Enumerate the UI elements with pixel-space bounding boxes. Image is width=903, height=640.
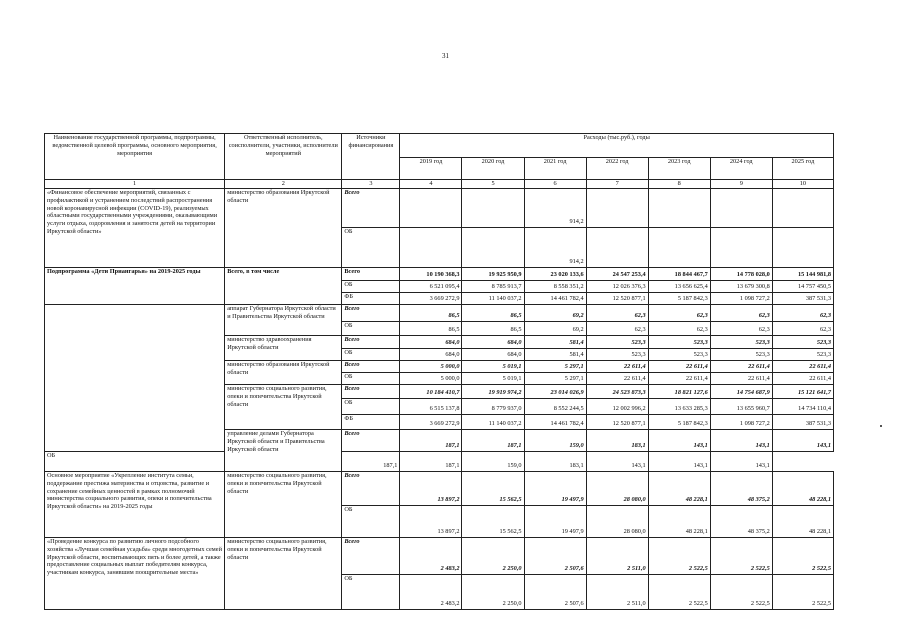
value-cell: 86,5 [462,304,524,321]
value-cell: 684,0 [462,348,524,360]
value-cell: 22 611,4 [648,372,710,384]
value-cell: 12 026 376,3 [586,280,648,292]
value-cell: 48 228,1 [772,471,833,505]
value-cell: 13 897,2 [400,471,462,505]
col-number: 5 [462,180,524,189]
value-cell: 15 144 981,8 [772,267,833,280]
value-cell: 19 497,9 [524,471,586,505]
value-cell: 187,1 [342,451,400,471]
value-cell: 13 897,2 [400,505,462,537]
source-ob: ОБ [342,398,400,414]
value-cell: 5 000,0 [400,360,462,372]
value-cell: 8 779 937,0 [462,398,524,414]
value-cell: 159,0 [524,429,586,451]
col-number: 7 [586,180,648,189]
value-cell: 387 531,3 [772,414,833,429]
value-cell: 5 187 842,3 [648,414,710,429]
value-cell: 12 002 996,2 [586,398,648,414]
value-cell: 2 483,2 [400,537,462,574]
value-cell: 523,3 [648,348,710,360]
value-cell: 12 520 877,1 [586,414,648,429]
subprogram-name: Подпрограмма «Дети Приангарья» на 2019-2025 годы [45,267,225,304]
source-total: Всего [342,360,400,372]
value-cell: 2 522,5 [648,574,710,609]
value-cell: 143,1 [648,451,710,471]
source-ob: ОБ [342,372,400,384]
table-row [45,304,834,321]
table-row [45,537,834,574]
year-2019: 2019 год [400,158,462,180]
source-total: Всего [342,335,400,348]
value-cell: 23 014 026,9 [524,384,586,398]
value-cell: 22 611,4 [648,360,710,372]
value-cell: 22 611,4 [710,360,772,372]
table-row [45,188,834,227]
value-cell: 914,2 [524,188,586,227]
value-cell: 143,1 [586,451,648,471]
value-cell: 914,2 [524,227,586,267]
table-row [45,267,834,280]
value-cell: 187,1 [400,451,462,471]
value-cell: 143,1 [710,451,772,471]
value-cell: 19 925 950,9 [462,267,524,280]
source-total: Всего [342,188,400,227]
value-cell: 86,5 [400,304,462,321]
value-cell: 22 611,4 [710,372,772,384]
expenses-table [44,133,834,610]
value-cell: 10 190 368,3 [400,267,462,280]
value-cell: 62,3 [710,321,772,335]
header-expenses: Расходы (тыс.руб.), годы [400,134,834,158]
value-cell: 5 187 842,3 [648,292,710,304]
value-cell: 22 611,4 [772,372,833,384]
source-ob: ОБ [342,505,400,537]
value-cell: 5 000,0 [400,372,462,384]
value-cell: 10 184 410,7 [400,384,462,398]
value-cell: 13 679 300,8 [710,280,772,292]
executor-name: управление делами Губернатора Иркутской области и Правительства Иркутской области [225,429,342,471]
executor-name: министерство образования Иркутской области [225,188,342,267]
value-cell: 62,3 [648,304,710,321]
value-cell: 62,3 [586,321,648,335]
table-row [45,451,834,471]
value-cell: 8 552 244,5 [524,398,586,414]
executor-name: Всего, в том числе [225,267,342,304]
source-ob: ОБ [45,451,225,471]
value-cell: 14 734 110,4 [772,398,833,414]
header-name: Наименование государственной программы, подпрограммы, ведомственной целевой программы, основного мероприятия, мероприятия [45,134,225,180]
value-cell: 5 019,1 [462,360,524,372]
value-cell: 11 140 037,2 [462,414,524,429]
value-cell: 2 522,5 [710,537,772,574]
value-cell: 11 140 037,2 [462,292,524,304]
value-cell: 15 562,5 [462,471,524,505]
value-cell: 183,1 [586,429,648,451]
value-cell: 15 562,5 [462,505,524,537]
value-cell: 22 611,4 [586,372,648,384]
value-cell: 581,4 [524,348,586,360]
table-row [45,471,834,505]
executor-name: министерство образования Иркутской области [225,360,342,384]
value-cell: 1 098 727,2 [710,292,772,304]
value-cell: 684,0 [400,335,462,348]
value-cell: 14 461 782,4 [524,414,586,429]
value-cell: 12 520 877,1 [586,292,648,304]
col-number: 6 [524,180,586,189]
executor-name: министерство социального развития, опеки и попечительства Иркутской области [225,384,342,429]
value-cell: 8 785 913,7 [462,280,524,292]
value-cell: 2 522,5 [772,574,833,609]
source-total: Всего [342,537,400,574]
value-cell: 5 297,1 [524,372,586,384]
value-cell: 62,3 [772,304,833,321]
value-cell: 2 522,5 [772,537,833,574]
value-cell: 13 633 285,3 [648,398,710,414]
source-total: Всего [342,471,400,505]
value-cell: 62,3 [710,304,772,321]
value-cell: 523,3 [710,335,772,348]
source-total: Всего [342,304,400,321]
value-cell: 2 483,2 [400,574,462,609]
value-cell: 187,1 [462,429,524,451]
value-cell: 15 121 641,7 [772,384,833,398]
value-cell: 5 019,1 [462,372,524,384]
col-number: 10 [772,180,833,189]
value-cell: 183,1 [524,451,586,471]
activity-name: Основное мероприятие «Укрепление института семьи, поддержание престижа материнства и отцовства, развитие и сохранение семейных ценностей в рамках полномочий министерства социального развития, опеки и попечительства Иркутской области» на 2019-2025 годы [45,471,225,537]
value-cell: 24 523 873,3 [586,384,648,398]
year-2022: 2022 год [586,158,648,180]
source-ob: ОБ [342,348,400,360]
year-2024: 2024 год [710,158,772,180]
value-cell: 2 522,5 [648,537,710,574]
value-cell: 13 655 960,7 [710,398,772,414]
value-cell: 523,3 [648,335,710,348]
value-cell: 62,3 [586,304,648,321]
value-cell: 48 228,1 [648,505,710,537]
value-cell: 143,1 [710,429,772,451]
value-cell: 2 250,0 [462,574,524,609]
value-cell: 2 511,0 [586,574,648,609]
value-cell: 2 511,0 [586,537,648,574]
executor-name: министерство социального развития, опеки и попечительства Иркутской области [225,471,342,537]
value-cell: 523,3 [772,348,833,360]
value-cell: 28 080,0 [586,471,648,505]
executor-name: аппарат Губернатора Иркутской области и Правительства Иркутской области [225,304,342,335]
value-cell: 143,1 [648,429,710,451]
value-cell: 14 778 028,0 [710,267,772,280]
value-cell: 2 250,0 [462,537,524,574]
col-number: 4 [400,180,462,189]
value-cell: 159,0 [462,451,524,471]
value-cell: 143,1 [772,429,833,451]
value-cell: 5 297,1 [524,360,586,372]
col-number: 3 [342,180,400,189]
value-cell: 62,3 [648,321,710,335]
year-2021: 2021 год [524,158,586,180]
value-cell: 387 531,3 [772,292,833,304]
value-cell: 48 375,2 [710,505,772,537]
header-executor: Ответственный исполнитель, соисполнители, участники, исполнители мероприятий [225,134,342,180]
value-cell: 3 669 272,9 [400,414,462,429]
activity-name: «Проведение конкурса по развитию личного подсобного хозяйства «Лучшая семейная усадьба» среди многодетных семей Иркутской области, воспитывающих пять и более детей, а также предоставление социальных выплат победителям конкурса, участникам конкурса, занявшим поощрительные места» [45,537,225,609]
source-ob: ОБ [342,227,400,267]
value-cell: 523,3 [586,335,648,348]
value-cell: 523,3 [772,335,833,348]
value-cell: 523,3 [586,348,648,360]
value-cell: 581,4 [524,335,586,348]
value-cell: 14 754 687,9 [710,384,772,398]
source-ob: ОБ [342,321,400,335]
value-cell: 28 080,0 [586,505,648,537]
col-number: 2 [225,180,342,189]
value-cell: 523,3 [710,348,772,360]
value-cell: 18 844 467,7 [648,267,710,280]
page-number: 31 [442,52,449,60]
value-cell: 19 919 974,2 [462,384,524,398]
source-total: Всего [342,429,400,451]
blank-name-cell [45,304,225,451]
value-cell: 14 757 450,5 [772,280,833,292]
value-cell: 86,5 [400,321,462,335]
value-cell: 19 497,9 [524,505,586,537]
value-cell: 18 821 127,6 [648,384,710,398]
value-cell: 24 547 253,4 [586,267,648,280]
value-cell: 48 228,1 [648,471,710,505]
value-cell: 6 515 137,8 [400,398,462,414]
value-cell: 22 611,4 [586,360,648,372]
col-number: 1 [45,180,225,189]
activity-name: «Финансовое обеспечение мероприятий, связанных с профилактикой и устранением последствий распространения новой коронавирусной инфекции (COVID-19), реализуемых областными государственными учреждениями, оказывающими услуги отдыха, оздоровления и занятости детей на территории Иркутской области» [45,188,225,267]
executor-name: министерство социального развития, опеки и попечительства Иркутской области [225,537,342,609]
year-2025: 2025 год [772,158,833,180]
source-fb: ФБ [342,414,400,429]
value-cell: 14 461 782,4 [524,292,586,304]
value-cell: 23 020 133,6 [524,267,586,280]
col-number: 9 [710,180,772,189]
value-cell: 6 521 095,4 [400,280,462,292]
value-cell: 62,3 [772,321,833,335]
value-cell: 69,2 [524,321,586,335]
value-cell: 1 098 727,2 [710,414,772,429]
source-total: Всего [342,267,400,280]
value-cell: 48 375,2 [710,471,772,505]
value-cell: 48 228,1 [772,505,833,537]
source-total: Всего [342,384,400,398]
scan-dot [880,425,882,427]
value-cell: 2 507,6 [524,537,586,574]
year-2023: 2023 год [648,158,710,180]
col-number: 8 [648,180,710,189]
value-cell: 2 522,5 [710,574,772,609]
value-cell: 69,2 [524,304,586,321]
year-2020: 2020 год [462,158,524,180]
executor-name: министерство здравоохранения Иркутской области [225,335,342,360]
source-fb: ФБ [342,292,400,304]
value-cell: 3 669 272,9 [400,292,462,304]
value-cell: 8 558 351,2 [524,280,586,292]
value-cell: 22 611,4 [772,360,833,372]
header-source: Источники финансирования [342,134,400,180]
value-cell: 2 507,6 [524,574,586,609]
value-cell: 684,0 [400,348,462,360]
value-cell: 86,5 [462,321,524,335]
value-cell: 187,1 [400,429,462,451]
column-number-row [45,180,834,189]
value-cell: 13 656 625,4 [648,280,710,292]
source-ob: ОБ [342,280,400,292]
header-row [45,134,834,158]
source-ob: ОБ [342,574,400,609]
value-cell: 684,0 [462,335,524,348]
